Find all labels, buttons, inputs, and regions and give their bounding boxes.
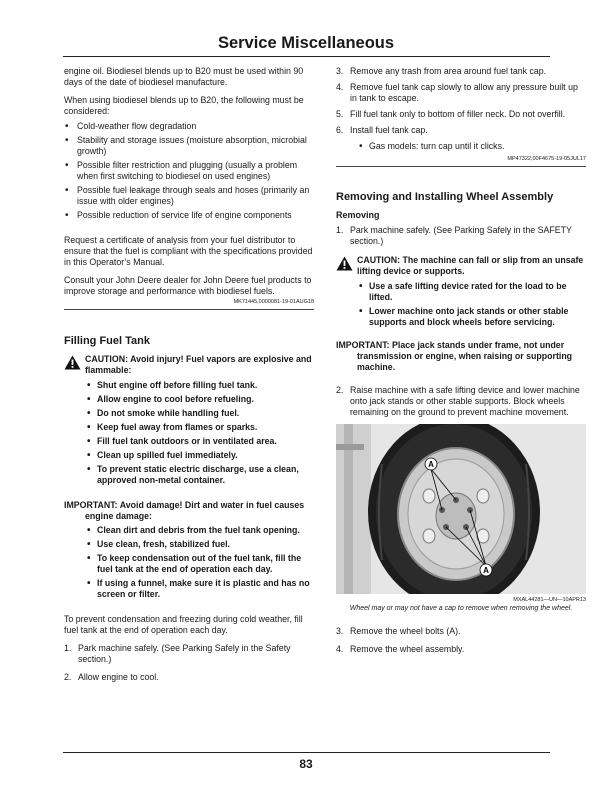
important-block: [336, 340, 586, 373]
figure-caption: Wheel may or may not have a cap to remove when removing the wheel.: [349, 605, 573, 612]
list-item: • If using a funnel, make sure it is plastic and has no screen or filter.: [86, 578, 314, 600]
reference-code: MP47322,00F4675-19-05JUL17: [507, 156, 586, 162]
list-item: • Shut engine off before filling fuel tank.: [86, 380, 314, 391]
considerations-intro: When using biodiesel blends up to B20, the following must be considered:: [64, 95, 304, 116]
caution-text: CAUTION: The machine can fall or slip from an unsafe lifting device or supports.: [357, 255, 584, 276]
step-number: 2.: [336, 385, 344, 395]
reference-code: MK71445,0000081-19-01AUG18: [233, 299, 314, 305]
caution-list: [64, 380, 314, 486]
figure-reference: MXAL44281—UN—10APR13: [513, 597, 586, 603]
list-item: • Gas models: turn cap until it clicks.: [358, 141, 586, 152]
step-text: Remove fuel tank cap slowly to allow any pressure built up in tank to escape.: [350, 82, 578, 103]
important-label: IMPORTANT:: [64, 500, 118, 510]
left-column: [64, 66, 314, 688]
caution-block: [336, 255, 586, 277]
list-item: • Clean dirt and debris from the fuel tank opening.: [86, 525, 314, 536]
step-text: Remove the wheel bolts (A).: [350, 626, 461, 636]
considerations-list: [64, 121, 314, 221]
page-title: Service Miscellaneous: [217, 34, 395, 52]
callout-a-bottom: A: [483, 566, 489, 575]
list-item: • Possible fuel leakage through seals and hoses (primarily an issue with older engines): [64, 185, 314, 207]
certificate-paragraph: Request a certificate of analysis from your fuel distributor to ensure that the fuel is compliant with the specifications provided in this Operator’s Manual.: [64, 235, 313, 267]
list-item: • Keep fuel away from flames or sparks.: [86, 422, 314, 433]
step-number: 5.: [336, 109, 344, 119]
list-item: • Lower machine onto jack stands or other stable supports and block wheels before servicing.: [358, 306, 586, 328]
list-item: • Stability and storage issues (moisture absorption, microbial growth): [64, 135, 314, 157]
step-text: Remove the wheel assembly.: [350, 644, 465, 654]
section-divider: [336, 166, 586, 167]
step-number: 6.: [336, 125, 344, 135]
section-heading-wheel-assembly: Removing and Installing Wheel Assembly: [336, 191, 554, 203]
step-number: 1.: [336, 225, 344, 235]
section-heading-filling-fuel-tank: Filling Fuel Tank: [64, 335, 150, 347]
list-item: • Cold-weather flow degradation: [64, 121, 314, 132]
step-text: Raise machine with a safe lifting device and lower machine onto jack stands or other stable supports. Block wheels remaining on the ground to prevent machine movement.: [350, 385, 580, 417]
list-item: • Use clean, fresh, stabilized fuel.: [86, 539, 314, 550]
important-label: IMPORTANT:: [336, 340, 390, 350]
page-number: 83: [299, 757, 313, 771]
step-item: [336, 385, 586, 418]
step-item: [336, 644, 586, 655]
callout-a-top: A: [428, 460, 434, 469]
wheel-figure: [336, 424, 586, 613]
step-number: 4.: [336, 82, 344, 92]
step-text: Park machine safely. (See Parking Safely in the Safety section.): [78, 643, 291, 664]
step-text: Park machine safely. (See Parking Safely in the SAFETY section.): [350, 225, 572, 246]
list-item: • To keep condensation out of the fuel tank, fill the fuel tank at the end of operation each day.: [86, 553, 314, 575]
step-item: [336, 109, 586, 120]
caution-block: [64, 354, 314, 376]
important-block: [64, 500, 314, 522]
step-number: 2.: [64, 672, 72, 682]
step-text: Fill fuel tank only to bottom of filler neck. Do not overfill.: [350, 109, 566, 119]
warning-icon: [64, 355, 81, 370]
step-item: [336, 225, 586, 247]
gas-note: [336, 141, 586, 152]
list-item: • Clean up spilled fuel immediately.: [86, 450, 314, 461]
list-item: • Use a safe lifting device rated for the load to be lifted.: [358, 281, 586, 303]
step-item: [336, 66, 586, 77]
step-number: 3.: [336, 626, 344, 636]
list-item: • Possible filter restriction and plugging (usually a problem when first switching to biodiesel on used engines): [64, 160, 314, 182]
important-text: Place jack stands under frame, not under transmission or engine, when raising or supporting machine.: [357, 340, 573, 372]
list-item: • Possible reduction of service life of engine components: [64, 210, 314, 221]
step-item: [336, 626, 586, 637]
list-item: • To prevent static electric discharge, use a clean, approved non-metal container.: [86, 464, 314, 486]
step-number: 3.: [336, 66, 344, 76]
section-divider: [64, 309, 314, 310]
wheel-illustration: [336, 424, 586, 594]
intro-paragraph: engine oil. Biodiesel blends up to B20 must be used within 90 days of the date of biodiesel manufacture.: [64, 66, 304, 87]
condensation-paragraph: To prevent condensation and freezing during cold weather, fill fuel tank at the end of operation each day.: [64, 614, 303, 635]
warning-icon: [336, 256, 353, 271]
step-item: [64, 672, 314, 683]
dealer-paragraph: Consult your John Deere dealer for John Deere fuel products to improve storage and performance with biodiesel fuels.: [64, 275, 312, 296]
step-item: [336, 82, 586, 104]
step-item: [336, 125, 586, 136]
caution-text: CAUTION: Avoid injury! Fuel vapors are explosive and flammable:: [85, 354, 312, 375]
list-item: • Allow engine to cool before refueling.: [86, 394, 314, 405]
important-list: [64, 525, 314, 600]
step-text: Remove any trash from area around fuel tank cap.: [350, 66, 547, 76]
step-item: [64, 643, 314, 665]
step-number: 1.: [64, 643, 72, 653]
right-column: [336, 66, 586, 660]
caution-list: [336, 281, 586, 328]
important-text: Avoid damage! Dirt and water in fuel causes engine damage:: [85, 500, 305, 521]
header-rule: [63, 56, 550, 57]
list-item: • Do not smoke while handling fuel.: [86, 408, 314, 419]
subheading-removing: Removing: [336, 210, 380, 220]
list-item: • Fill fuel tank outdoors or in ventilated area.: [86, 436, 314, 447]
step-text: Install fuel tank cap.: [350, 125, 428, 135]
footer-rule: [63, 752, 550, 753]
step-text: Allow engine to cool.: [78, 672, 159, 682]
step-number: 4.: [336, 644, 344, 654]
